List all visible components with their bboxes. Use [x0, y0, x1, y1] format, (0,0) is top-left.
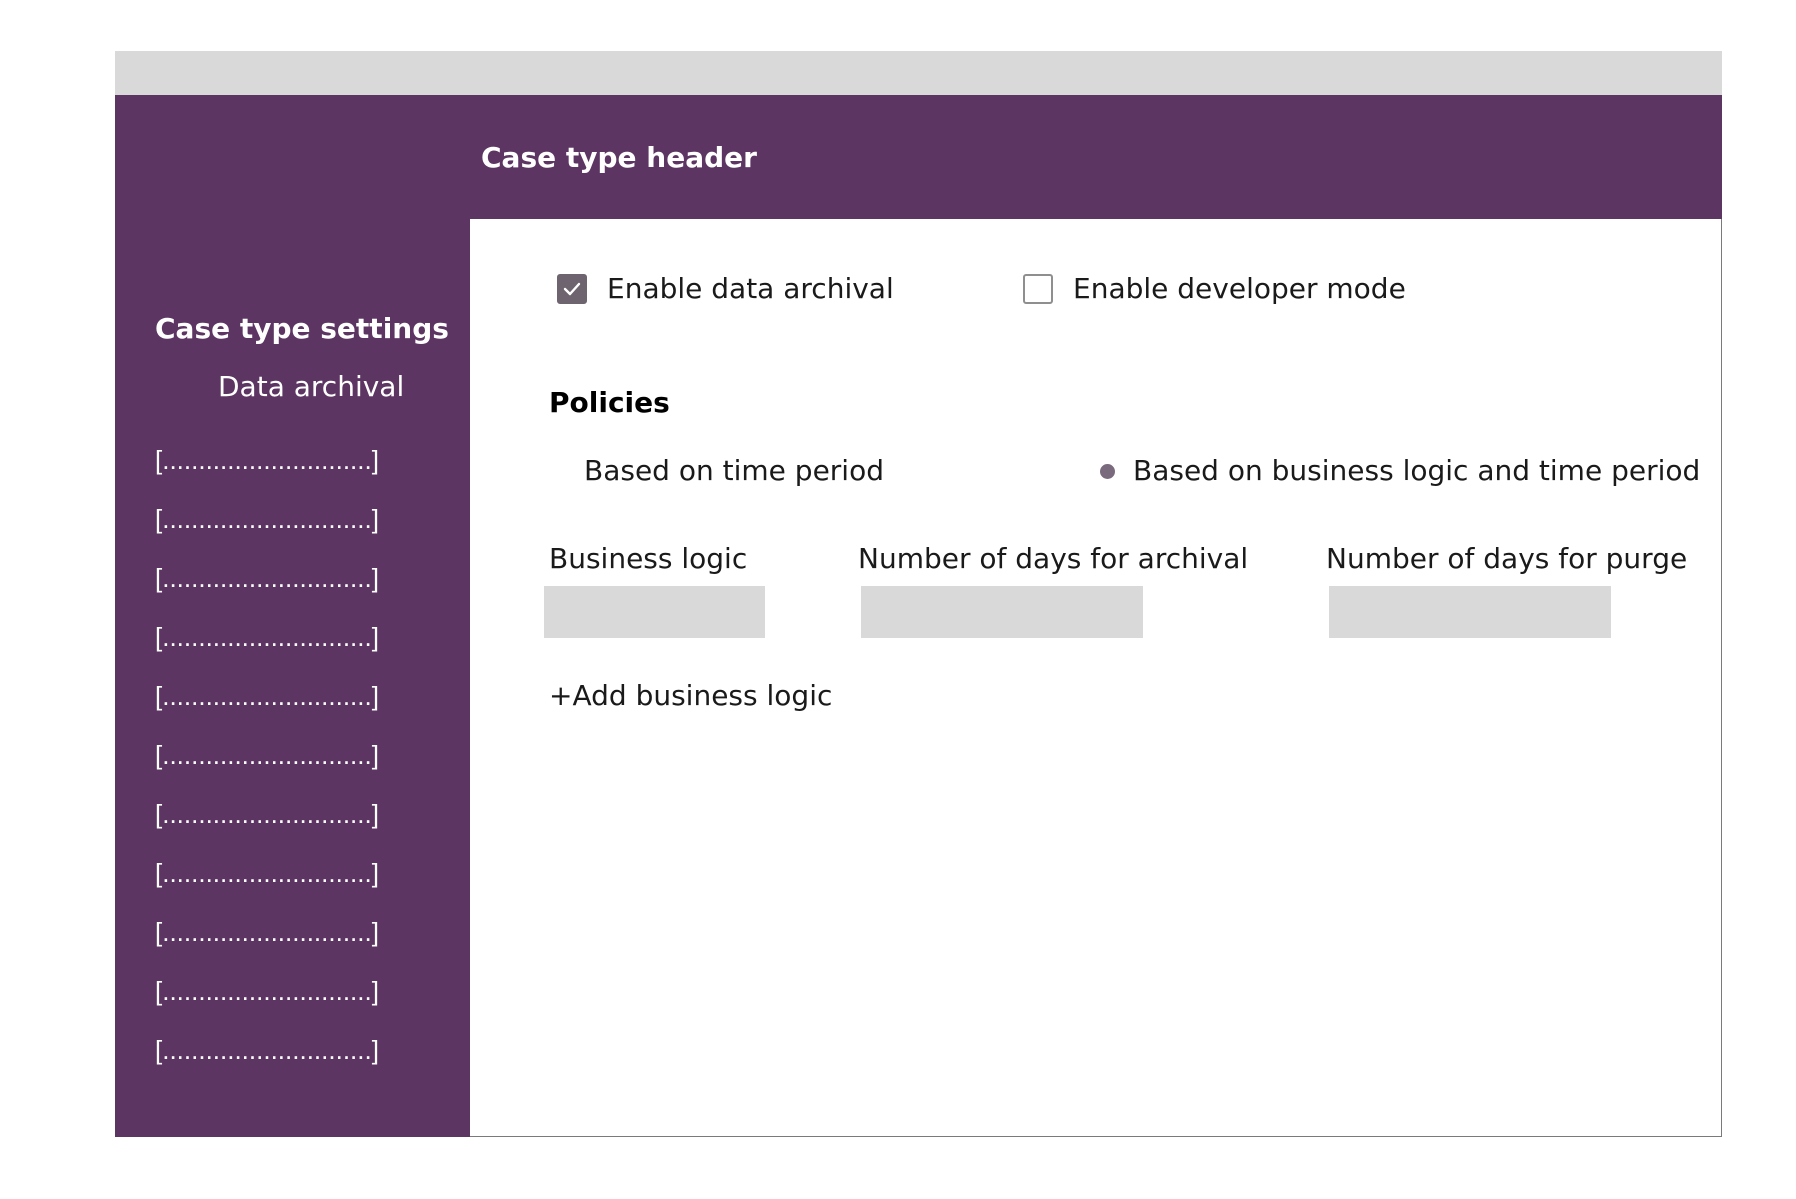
sidebar-item-data-archival[interactable]: Data archival: [218, 370, 405, 403]
business-logic-label: Business logic: [549, 542, 748, 575]
sidebar-placeholder-item[interactable]: [.............................]: [155, 740, 379, 770]
window-top-bar: [115, 51, 1722, 95]
policy-option-label: Based on business logic and time period: [1133, 454, 1701, 487]
enable-developer-mode-label: Enable developer mode: [1073, 272, 1406, 305]
sidebar-placeholder-item[interactable]: [.............................]: [155, 622, 379, 652]
checkmark-icon: [563, 282, 581, 296]
enable-data-archival-option[interactable]: [557, 271, 894, 307]
policy-option-time-period[interactable]: [584, 453, 884, 489]
enable-data-archival-label: Enable data archival: [607, 272, 894, 305]
sidebar-title: Case type settings: [155, 312, 449, 345]
days-purge-input[interactable]: [1329, 586, 1611, 638]
sidebar-placeholder-item[interactable]: [.............................]: [155, 858, 379, 888]
main-panel: [470, 219, 1721, 1136]
business-logic-input[interactable]: [544, 586, 765, 638]
policy-option-business-logic-time-period[interactable]: [1100, 453, 1700, 489]
policies-heading: Policies: [549, 386, 670, 419]
case-type-header: [115, 95, 1722, 219]
sidebar-placeholder-item[interactable]: [.............................]: [155, 917, 379, 947]
policy-option-label: Based on time period: [584, 454, 884, 487]
sidebar-placeholder-item[interactable]: [.............................]: [155, 976, 379, 1006]
days-archival-input[interactable]: [861, 586, 1143, 638]
sidebar-placeholder-item[interactable]: [.............................]: [155, 504, 379, 534]
sidebar-placeholder-item[interactable]: [.............................]: [155, 681, 379, 711]
sidebar-placeholder-item[interactable]: [.............................]: [155, 799, 379, 829]
sidebar-placeholder-item[interactable]: [.............................]: [155, 1035, 379, 1065]
header-title: Case type header: [481, 141, 757, 174]
sidebar-placeholder-list: [155, 445, 379, 1094]
add-business-logic-link[interactable]: +Add business logic: [549, 679, 833, 712]
sidebar-placeholder-item[interactable]: [.............................]: [155, 563, 379, 593]
app-window: [115, 51, 1722, 1137]
sidebar: [115, 219, 470, 1137]
days-archival-label: Number of days for archival: [858, 542, 1249, 575]
enable-data-archival-checkbox[interactable]: [557, 274, 587, 304]
enable-developer-mode-option[interactable]: [1023, 271, 1406, 307]
days-purge-label: Number of days for purge: [1326, 542, 1688, 575]
sidebar-placeholder-item[interactable]: [.............................]: [155, 445, 379, 475]
enable-developer-mode-checkbox[interactable]: [1023, 274, 1053, 304]
radio-selected-icon[interactable]: [1100, 464, 1115, 479]
